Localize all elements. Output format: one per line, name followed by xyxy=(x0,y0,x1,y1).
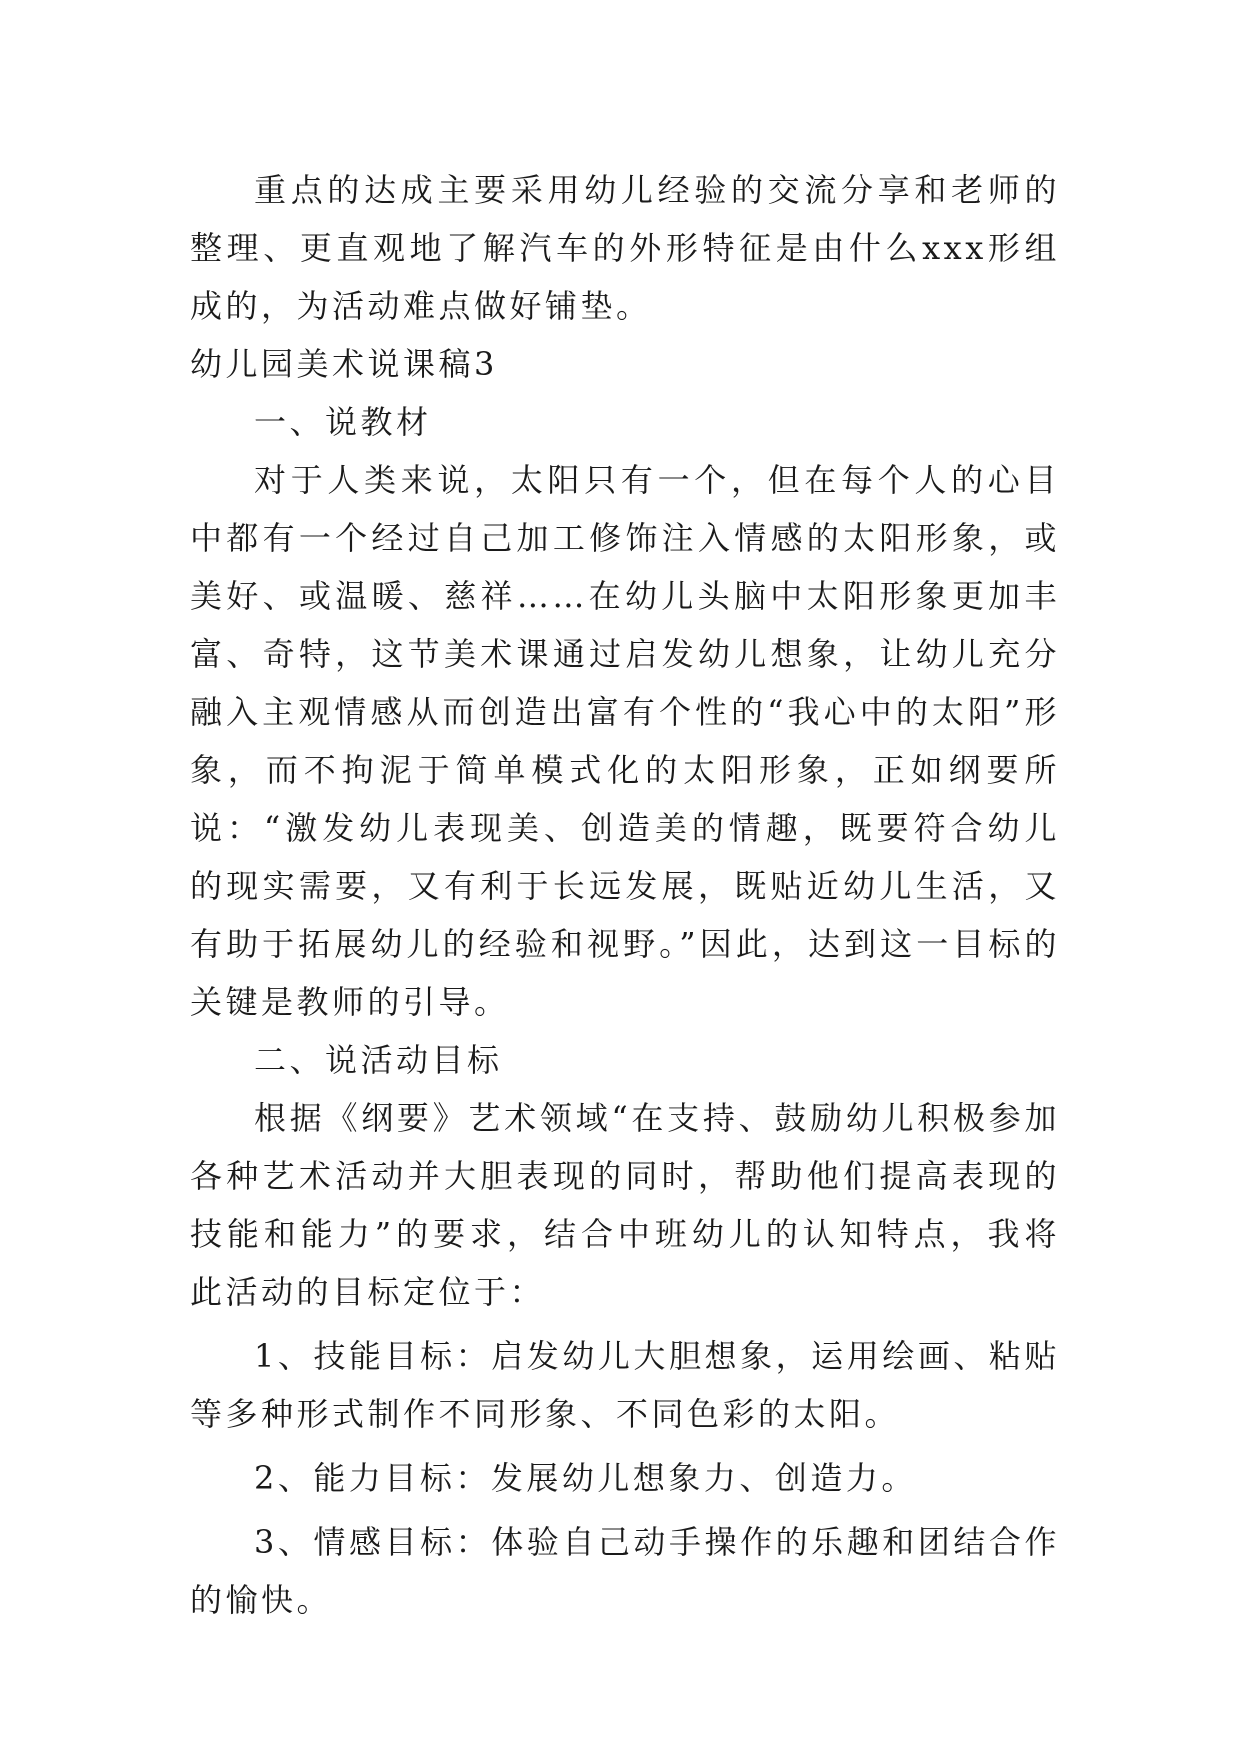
heading-activity-goals: 二、说活动目标 xyxy=(254,1041,503,1079)
goal-item-ability: 2、能力目标：发展幼儿想象力、创造力。 xyxy=(254,1459,917,1497)
paragraph-activity-goals: 根据《纲要》艺术领域“在支持、鼓励幼儿积极参加各种艺术活动并大胆表现的同时，帮助他们提高表现的技能和能力”的要求，结合中班幼儿的认知特点，我将此活动的目标定位于： xyxy=(190,1099,1060,1311)
goal-item-emotion: 3、情感目标：体验自己动手操作的乐趣和团结合作的愉快。 xyxy=(190,1523,1060,1619)
paragraph-teaching-material: 对于人类来说，太阳只有一个，但在每个人的心目中都有一个经过自己加工修饰注入情感的太阳形象，或美好、或温暖、慈祥……在幼儿头脑中太阳形象更加丰富、奇特，这节美术课通过启发幼儿想象，让幼儿充分融入主观情感从而创造出富有个性的“我心中的太阳”形象，而不拘泥于简单模式化的太阳形象，正如纲要所说：“激发幼儿表现美、创造美的情趣，既要符合幼儿的现实需要，又有利于长远发展，既贴近幼儿生活，又有助于拓展幼儿的经验和视野。”因此，达到这一目标的关键是教师的引导。 xyxy=(190,461,1060,1021)
paragraph-key-points: 重点的达成主要采用幼儿经验的交流分享和老师的整理、更直观地了解汽车的外形特征是由什么xxx形组成的，为活动难点做好铺垫。 xyxy=(190,171,1060,325)
goal-item-skill: 1、技能目标：启发幼儿大胆想象，运用绘画、粘贴等多种形式制作不同形象、不同色彩的太阳。 xyxy=(190,1337,1060,1433)
document-body xyxy=(190,161,1060,1629)
heading-teaching-material: 一、说教材 xyxy=(254,403,432,441)
section-title: 幼儿园美术说课稿3 xyxy=(190,345,498,383)
